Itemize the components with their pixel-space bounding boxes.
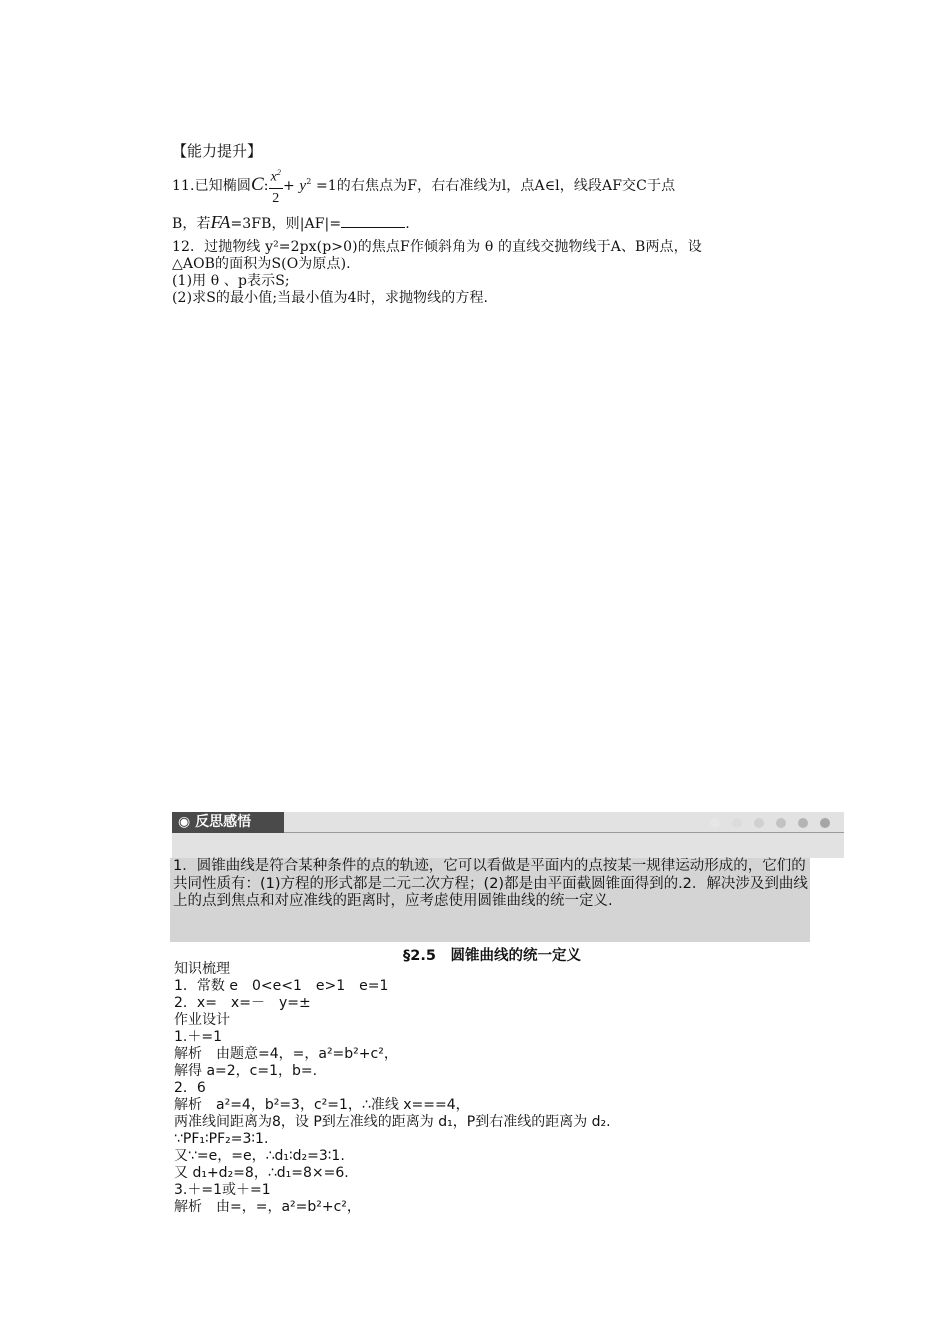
solution-line: 2．6 [174,1080,206,1096]
q12-line1: 12．过抛物线 y²=2px(p>0)的焦点F作倾斜角为 θ 的直线交抛物线于A、B两点，设 [172,239,702,255]
answer-blank[interactable] [341,215,405,228]
solution-line: 解得 a=2，c=1，b=. [174,1063,318,1079]
q11-line2-b: =3FB，则|AF|= [230,216,342,232]
solution-title: §2.5 圆锥曲线的统一定义 [403,948,581,964]
q12-line2: △AOB的面积为S(O为原点). [172,256,351,272]
reflect-tab: ◉ 反思感悟 [172,812,284,833]
question-11 [172,163,675,207]
solution-line: 3.＋=1或＋=1 [174,1182,271,1198]
solution-line: 2．x= x=－ y=± [174,995,311,1011]
banner-divider [284,832,844,833]
banner-dot [732,818,742,828]
banner-dot [820,818,830,828]
q11-rest: =1的右焦点为F，右右准线为l，点A∈l，线段AF交C于点 [315,177,676,194]
solution-line: 又∵=e，=e，∴d₁∶d₂=3∶1. [174,1148,345,1164]
q12-line4: (2)求S的最小值;当最小值为4时，求抛物线的方程. [172,290,489,306]
solution-line: 解析 由=，=，a²=b²+c²， [174,1199,361,1215]
q11-y: y [299,177,307,194]
solution-line: 1．常数 e 0<e<1 e>1 e=1 [174,978,389,994]
banner-dot [754,818,764,828]
reflect-box [170,858,810,942]
q11-y-sup: 2 [306,177,312,187]
banner-dot [776,818,786,828]
solution-line: ∵PF₁∶PF₂=3∶1. [174,1131,269,1147]
q11-plus: + [283,177,295,194]
solution-line: 作业设计 [174,1012,230,1028]
q11-line2-end: . [405,216,410,232]
banner-dot [798,818,808,828]
q11-lead: 11.已知椭圆 [172,177,251,194]
section-heading: 【能力提升】 [172,142,263,160]
solution-line: 解析 由题意=4，=，a²=b²+c²， [174,1046,398,1062]
banner-dot [710,818,720,828]
q11-colon: : [263,177,269,194]
solution-line: 1.＋=1 [174,1029,222,1045]
solution-line: 解析 a²=4，b²=3，c²=1，∴准线 x===4， [174,1097,470,1113]
q12-line3: (1)用 θ 、p表示S; [172,273,290,289]
q11-fraction [269,163,283,209]
reflect-text: 1．圆锥曲线是符合某种条件的点的轨迹，它可以看做是平面内的点按某一规律运动形成的，它们的共同性质有：(1)方程的形式都是二元二次方程；(2)都是由平面截圆锥面得到的.2．解决涉及到曲线上的点到焦点和对应准线的距离时，应考虑使用圆锥曲线的统一定义. [173,858,808,909]
q11-vector-FA: FA [210,212,231,232]
solution-line: 又 d₁+d₂=8，∴d₁=8×=6. [174,1165,349,1181]
q11-frac-den: 2 [272,190,280,206]
reflect-banner [172,812,844,858]
question-11-line2 [172,212,410,233]
solution-line: 两准线间距离为8，设 P到左准线的距离为 d₁，P到右准线的距离为 d₂. [174,1114,611,1130]
q11-line2-a: B，若 [172,216,211,232]
q11-ellipse-C: C [250,173,264,195]
q11-frac-num: $x^2$ [269,163,283,189]
solution-line: 知识梳理 [174,961,230,977]
